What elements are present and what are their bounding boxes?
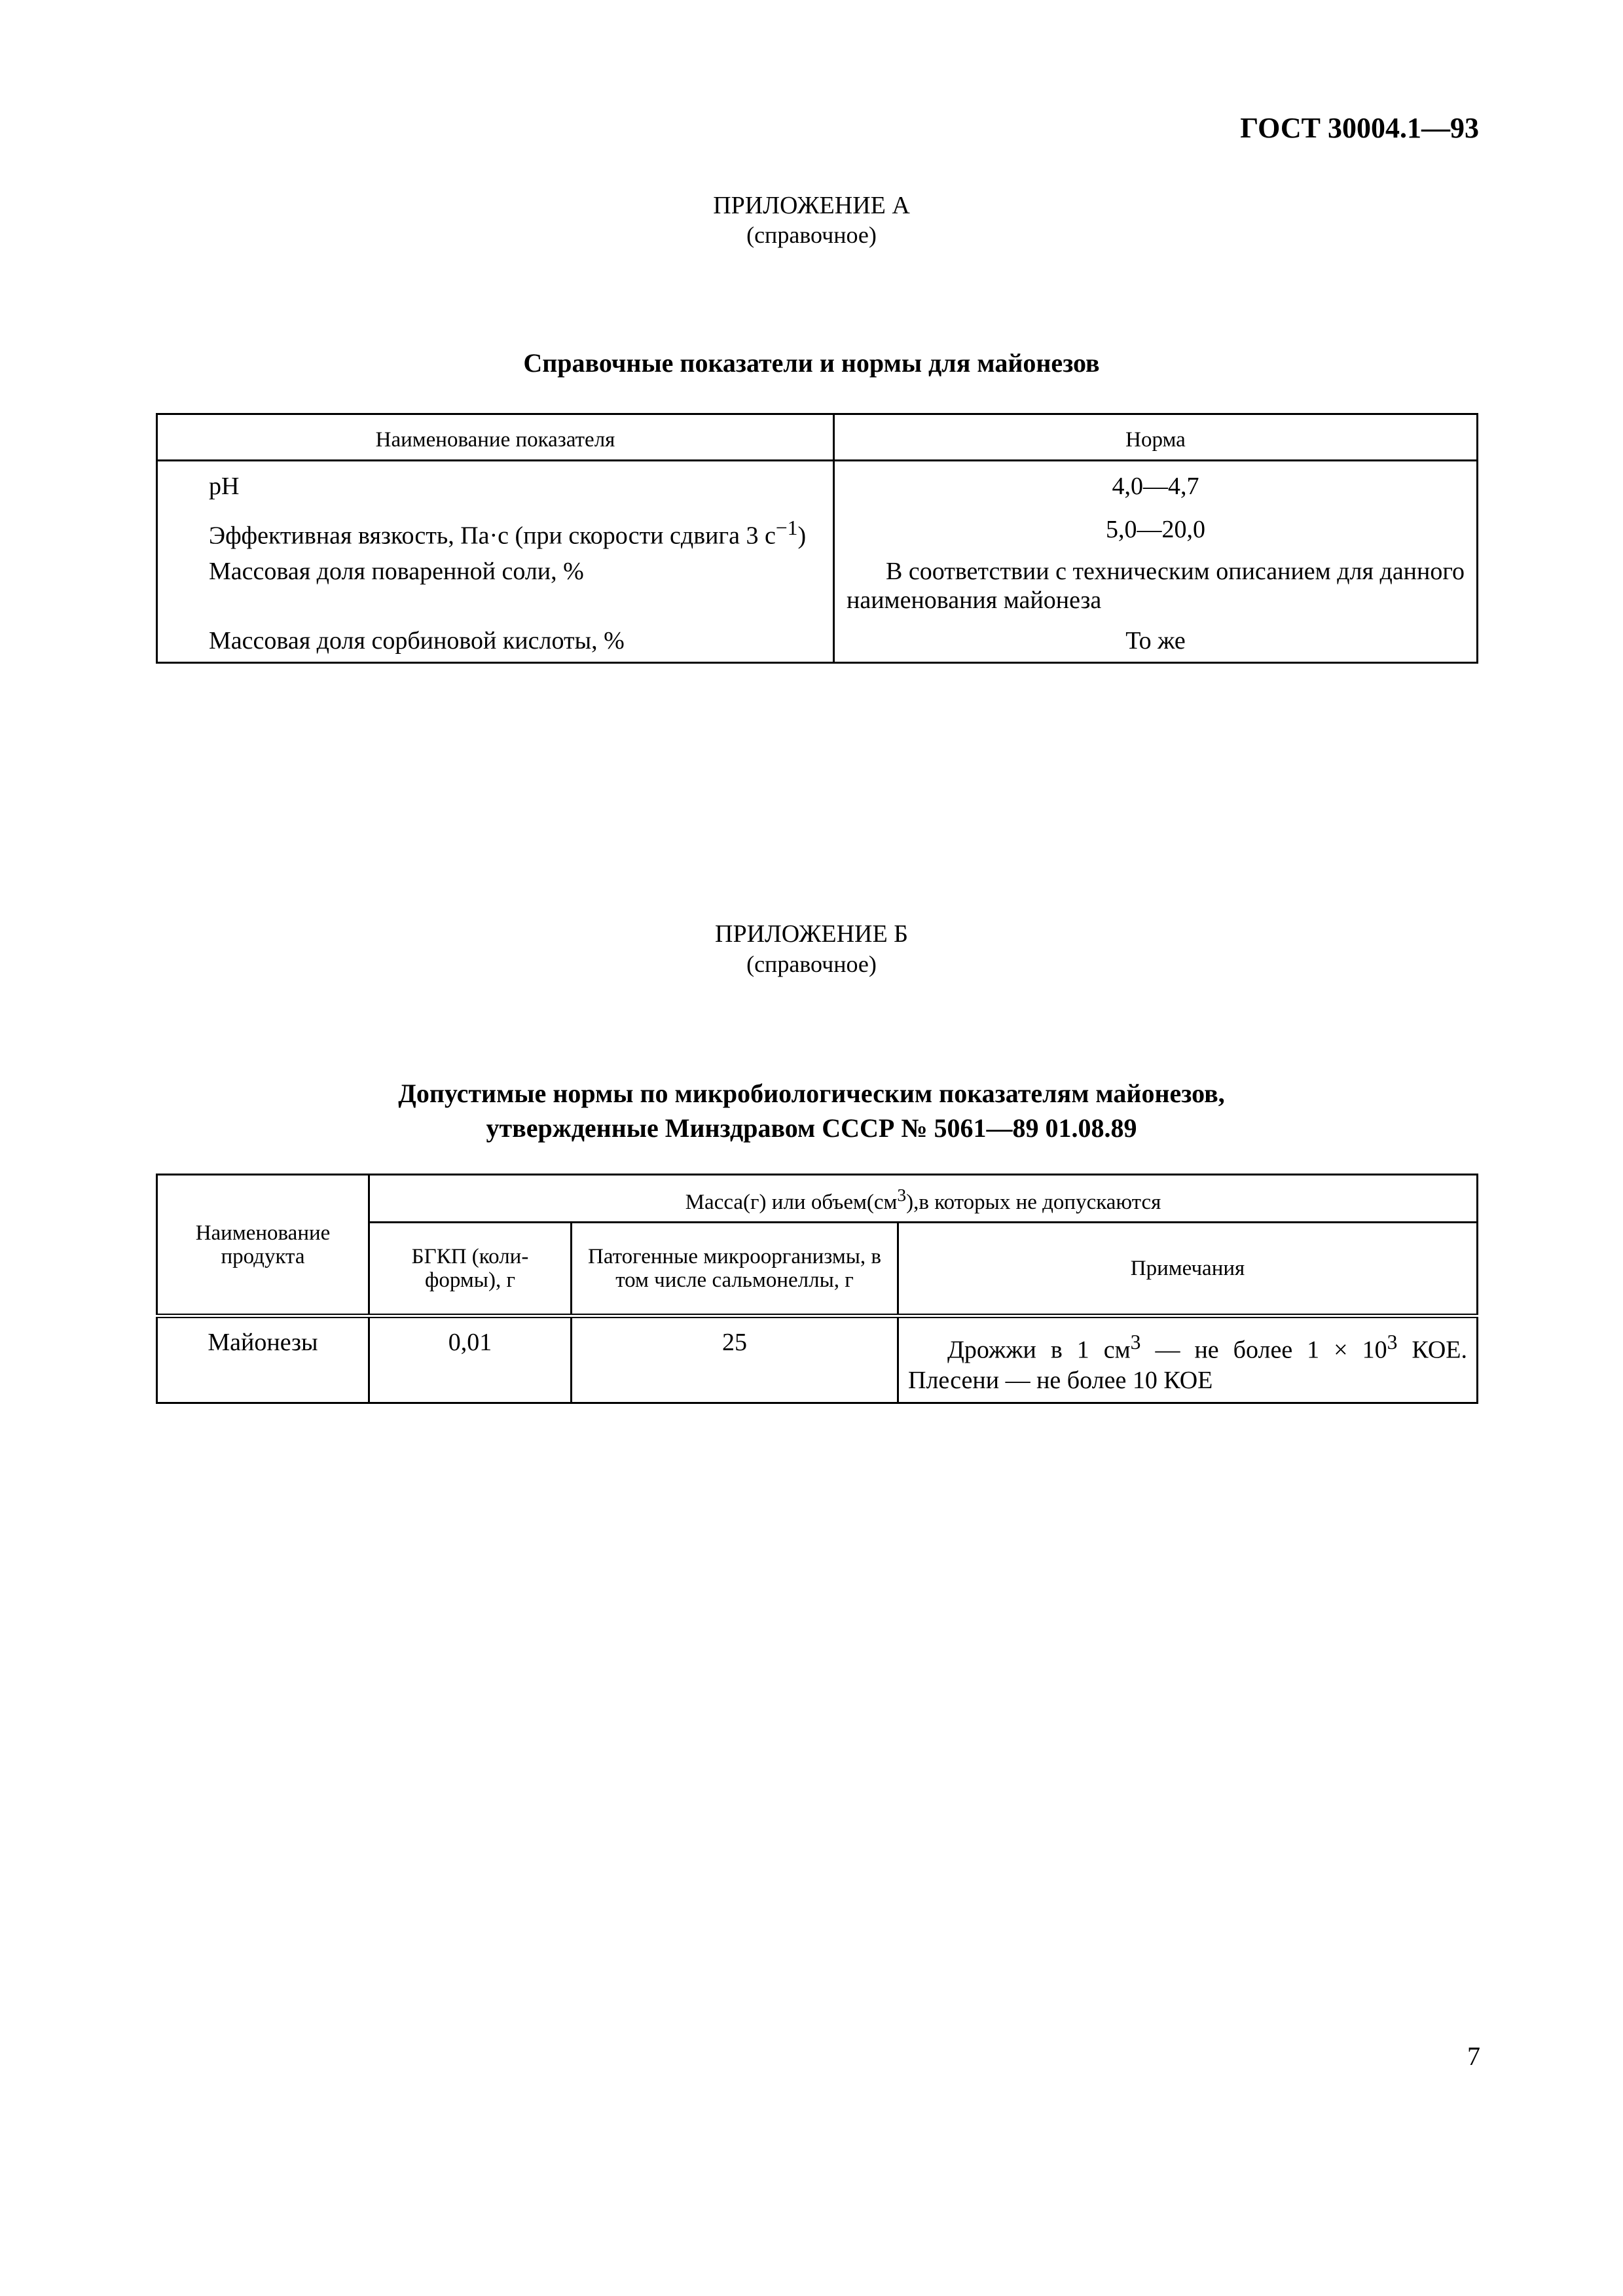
notes-text: — не более 1 × 10: [1140, 1336, 1387, 1364]
table-row: [157, 461, 1478, 514]
page-number: 7: [1467, 2041, 1480, 2071]
column-header-indicator: Наименование показателя: [157, 414, 834, 461]
indicator-norm: То же: [1125, 626, 1186, 655]
appendix-a-subheading: (справочное): [746, 222, 877, 248]
indicator-norm: В соответствии с техническим описанием для данного наименования майонеза: [847, 557, 1465, 614]
column-header-notes: Примечания: [898, 1223, 1478, 1316]
indicators-table: [156, 413, 1478, 664]
superscript: 3: [1130, 1331, 1141, 1354]
product-name: Майонезы: [208, 1329, 318, 1356]
appendix-a-title: Справочные показатели и нормы для майонезов: [523, 348, 1100, 378]
column-header-bgkp: БГКП (коли-формы), г: [369, 1223, 572, 1316]
superscript: 3: [897, 1184, 907, 1205]
indicator-norm: 5,0—20,0: [1106, 515, 1205, 543]
indicator-name: Массовая доля поваренной соли, %: [157, 550, 834, 626]
indicator-name: pH: [157, 461, 834, 514]
column-header-product: Наименование продукта: [157, 1175, 369, 1316]
table-header-row: [157, 1175, 1478, 1223]
column-header-pathogens: Патогенные микроорганизмы, в том числе сальмонеллы, г: [572, 1223, 898, 1316]
table-row: [157, 550, 1478, 626]
mass-header-text: ),в которых не допускаются: [906, 1190, 1161, 1214]
appendix-b-title-line2: утвержденные Минздравом СССР № 5061—89 01.08.89: [486, 1113, 1137, 1143]
table-row: [157, 514, 1478, 550]
notes-text: КОЕ. Плесени — не более 10 КОЕ: [908, 1336, 1467, 1394]
appendix-b-heading: ПРИЛОЖЕНИЕ Б: [715, 920, 908, 948]
document-code: ГОСТ 30004.1—93: [1240, 112, 1479, 144]
notes-cell: [898, 1316, 1478, 1403]
column-header-mass: [369, 1175, 1478, 1223]
indicator-norm: 4,0—4,7: [1112, 473, 1199, 500]
superscript: −1: [775, 516, 798, 539]
microbiology-table: [156, 1174, 1478, 1404]
appendix-b-title-line1: Допустимые нормы по микробиологическим показателям майонезов,: [398, 1079, 1225, 1108]
column-header-norm: Норма: [834, 414, 1478, 461]
mass-header-text: Масса(г) или объем(см: [685, 1190, 898, 1214]
appendix-a-heading: ПРИЛОЖЕНИЕ А: [713, 192, 910, 219]
bgkp-value: 0,01: [369, 1316, 572, 1403]
indicator-name: Массовая доля сорбиновой кислоты, %: [157, 626, 834, 663]
table-row: [157, 626, 1478, 663]
appendix-b-subheading: (справочное): [746, 951, 877, 977]
table-row: [157, 1316, 1478, 1403]
indicator-name-text: Эффективная вязкость, Па·с (при скорости сдвига 3 с: [209, 522, 776, 550]
superscript: 3: [1387, 1331, 1398, 1354]
notes-text: Дрожжи в 1 см: [947, 1336, 1131, 1364]
pathogens-value: 25: [572, 1316, 898, 1403]
indicator-name: [157, 514, 834, 550]
table-header-row: [157, 414, 1478, 461]
indicator-name-text: ): [797, 522, 807, 550]
